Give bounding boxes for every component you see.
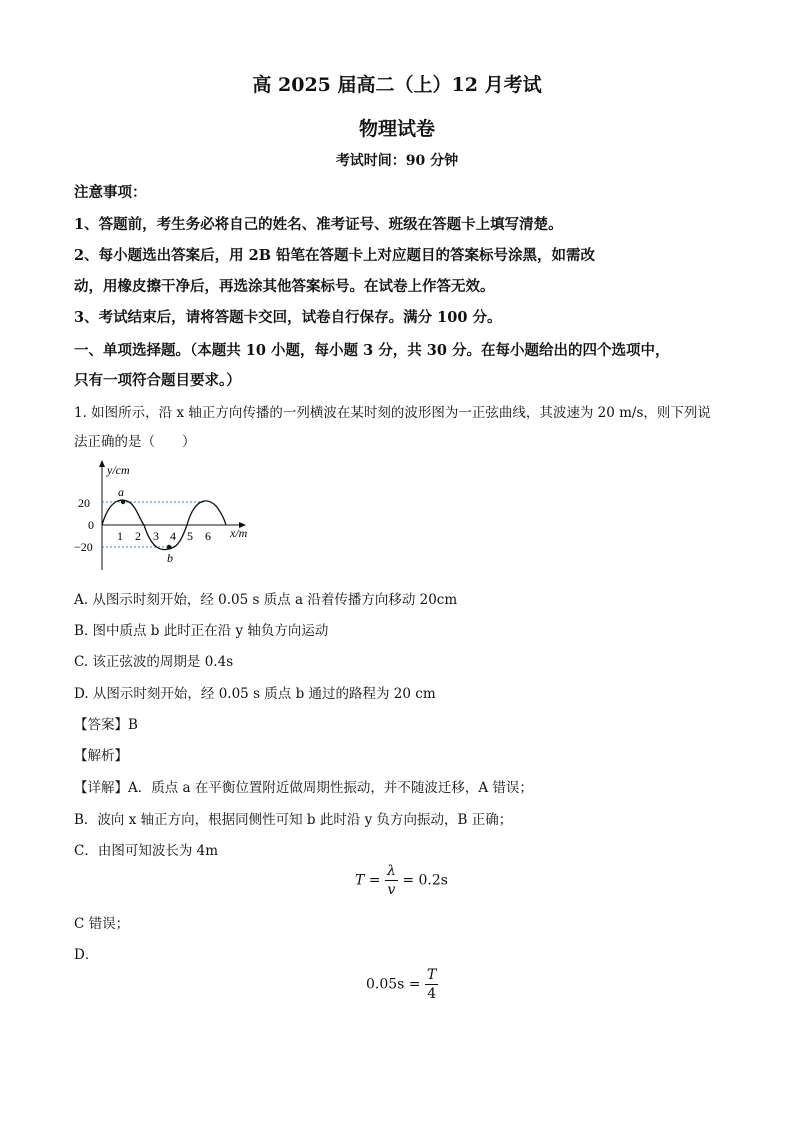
detail-c: C．由图可知波长为 4m — [74, 843, 219, 859]
y-tick-0: 0 — [88, 518, 94, 532]
exam-time: 考试时间：90 分钟 — [335, 153, 459, 169]
formula-quarter-period — [366, 966, 438, 1003]
formula-period-rhs: = 0.2s — [402, 872, 448, 889]
formula-period-fraction — [385, 862, 398, 899]
point-a-dot — [121, 500, 125, 504]
option-a: A. 从图示时刻开始，经 0.05 s 质点 a 沿着传播方向移动 20cm — [74, 592, 458, 608]
analysis-label: 【解析】 — [74, 748, 128, 764]
y-axis-label: y/cm — [107, 463, 130, 477]
question-1-stem-line1: 1. 如图所示，沿 x 轴正方向传播的一列横波在某时刻的波形图为一正弦曲线，其波速为 20 m/s，则下列说 — [74, 405, 711, 421]
formula-quarter-numerator: T — [427, 967, 437, 983]
point-b-dot — [167, 545, 171, 549]
formula-period-denominator: v — [387, 882, 396, 898]
x-tick-4: 4 — [170, 529, 176, 543]
formula-period — [355, 862, 448, 899]
x-tick-2: 2 — [135, 529, 141, 543]
detail-a: 【详解】A．质点 a 在平衡位置附近做周期性振动，并不随波迁移，A 错误； — [74, 780, 533, 796]
option-d: D. 从图示时刻开始，经 0.05 s 质点 b 通过的路程为 20 cm — [74, 686, 436, 702]
formula-period-numerator: λ — [386, 863, 396, 879]
option-b: B. 图中质点 b 此时正在沿 y 轴负方向运动 — [74, 623, 329, 639]
detail-d: D． — [74, 947, 99, 963]
notice-item-2a: 2、每小题选出答案后，用 2B 铅笔在答题卡上对应题目的答案标号涂黑，如需改 — [74, 247, 596, 264]
formula-period-lhs: T = — [355, 872, 381, 889]
formula-quarter-fraction — [425, 966, 438, 1003]
exam-title: 高 2025 届高二（上）12 月考试 — [252, 74, 542, 96]
notice-item-1: 1、答题前，考生务必将自己的姓名、准考证号、班级在答题卡上填写清楚。 — [74, 216, 563, 233]
notice-heading: 注意事项： — [74, 184, 147, 201]
formula-quarter-denominator: 4 — [427, 986, 437, 1002]
x-tick-6: 6 — [205, 529, 211, 543]
wave-graph — [74, 458, 264, 576]
section-heading-line2: 只有一项符合题目要求。） — [74, 372, 241, 389]
notice-item-2b: 动，用橡皮擦干净后，再选涂其他答案标号。在试卷上作答无效。 — [74, 278, 495, 295]
x-tick-3: 3 — [153, 529, 159, 543]
formula-quarter-lhs: 0.05s = — [366, 976, 421, 993]
x-axis-label: x/m — [230, 526, 248, 540]
question-1-stem-line2: 法正确的是（ ） — [74, 434, 196, 450]
y-axis-arrow — [99, 460, 105, 467]
option-c: C. 该正弦波的周期是 0.4s — [74, 654, 234, 670]
answer-label: 【答案】B — [74, 717, 138, 733]
y-tick-neg20: −20 — [74, 540, 93, 554]
x-tick-1: 1 — [117, 529, 123, 543]
detail-b: B．波向 x 轴正方向，根据同侧性可知 b 此时沿 y 负方向振动，B 正确； — [74, 812, 513, 828]
notice-item-3: 3、考试结束后，请将答题卡交回，试卷自行保存。满分 100 分。 — [74, 309, 502, 326]
c-wrong: C 错误； — [74, 916, 130, 932]
x-tick-5: 5 — [187, 529, 193, 543]
y-tick-20: 20 — [78, 496, 90, 510]
point-a-label: a — [118, 485, 124, 499]
point-b-label: b — [167, 551, 173, 565]
subject-title: 物理试卷 — [358, 118, 435, 140]
section-heading-line1: 一、单项选择题。（本题共 10 小题，每小题 3 分，共 30 分。在每小题给出的四个选项中， — [74, 342, 670, 359]
